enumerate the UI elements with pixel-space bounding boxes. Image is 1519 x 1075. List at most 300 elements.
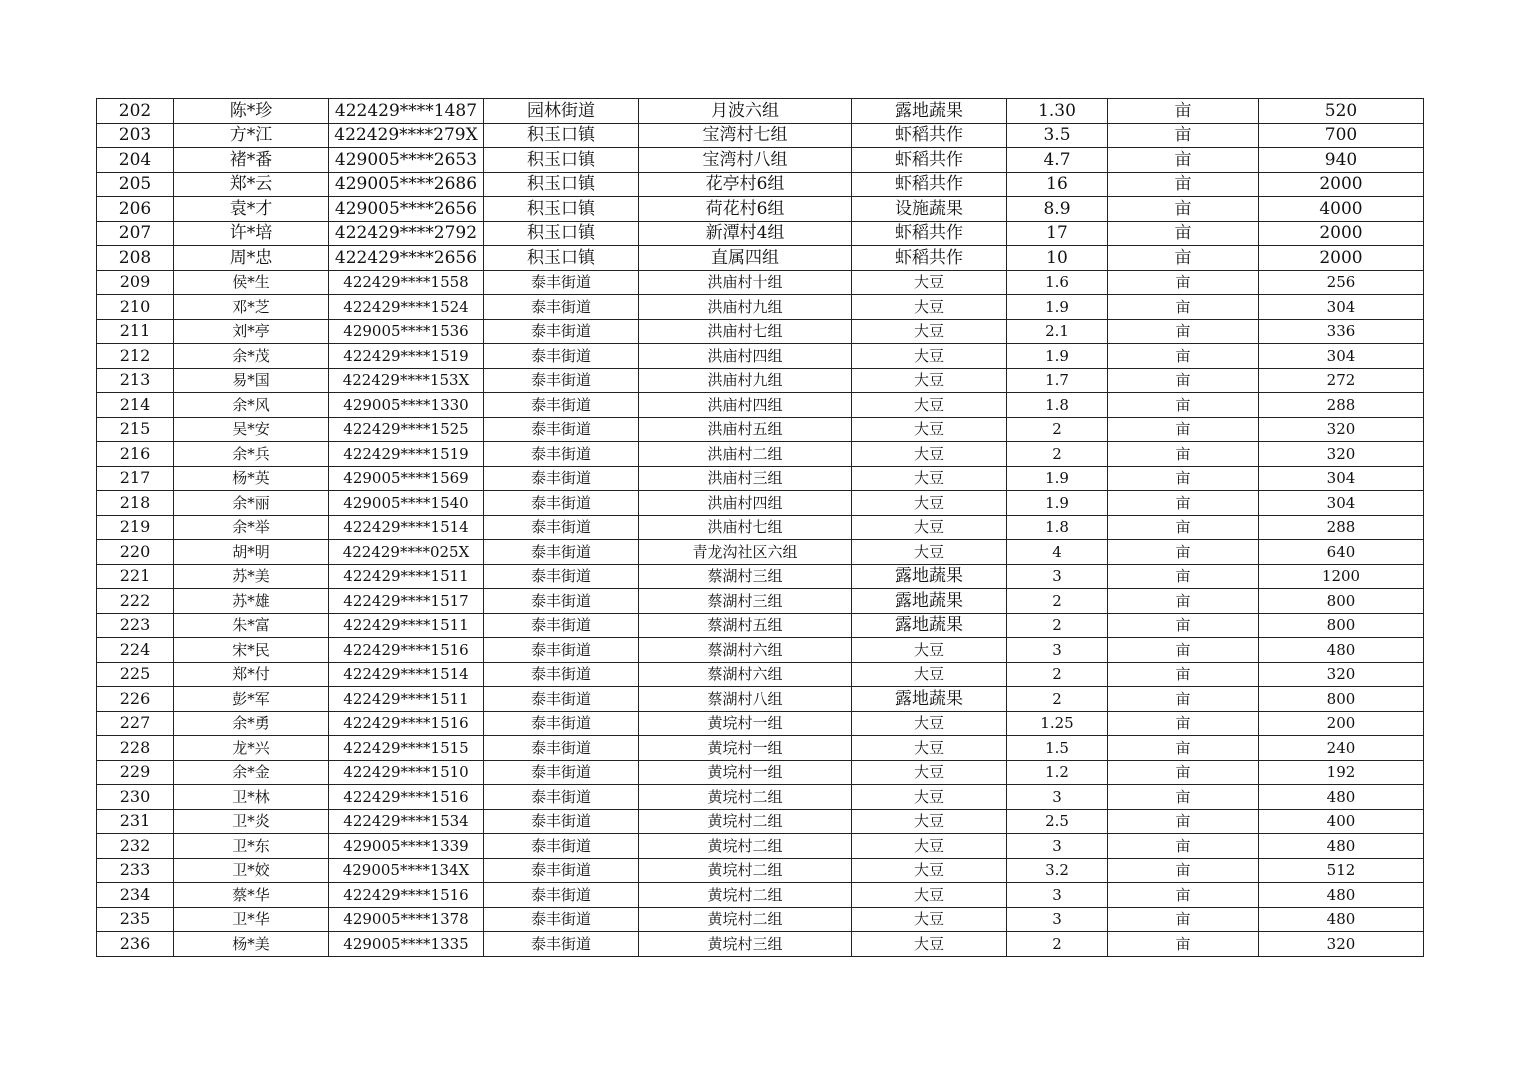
village-cell: 黄垸村二组 <box>639 883 852 908</box>
name-cell: 吴*安 <box>174 417 329 442</box>
unit-cell: 亩 <box>1108 515 1259 540</box>
town-cell: 积玉口镇 <box>484 148 639 173</box>
town-cell: 泰丰街道 <box>484 466 639 491</box>
row-number-cell: 222 <box>97 589 174 614</box>
amount-cell: 480 <box>1259 834 1424 859</box>
village-cell: 黄垸村一组 <box>639 760 852 785</box>
town-cell: 泰丰街道 <box>484 295 639 320</box>
unit-cell: 亩 <box>1108 172 1259 197</box>
town-cell: 积玉口镇 <box>484 246 639 271</box>
crop-cell: 大豆 <box>852 907 1007 932</box>
amount-cell: 304 <box>1259 344 1424 369</box>
town-cell: 泰丰街道 <box>484 393 639 418</box>
table-row <box>97 858 1424 883</box>
area-cell: 8.9 <box>1007 197 1108 222</box>
name-cell: 余*金 <box>174 760 329 785</box>
id-number-cell: 422429****025X <box>329 540 484 565</box>
table-row <box>97 148 1424 173</box>
table-row <box>97 760 1424 785</box>
area-cell: 1.7 <box>1007 368 1108 393</box>
amount-cell: 700 <box>1259 123 1424 148</box>
area-cell: 2 <box>1007 613 1108 638</box>
table-row <box>97 564 1424 589</box>
unit-cell: 亩 <box>1108 466 1259 491</box>
town-cell: 泰丰街道 <box>484 638 639 663</box>
name-cell: 卫*东 <box>174 834 329 859</box>
amount-cell: 800 <box>1259 589 1424 614</box>
village-cell: 蔡湖村三组 <box>639 564 852 589</box>
town-cell: 积玉口镇 <box>484 221 639 246</box>
village-cell: 洪庙村七组 <box>639 319 852 344</box>
name-cell: 卫*林 <box>174 785 329 810</box>
area-cell: 1.30 <box>1007 99 1108 124</box>
name-cell: 苏*雄 <box>174 589 329 614</box>
amount-cell: 940 <box>1259 148 1424 173</box>
crop-cell: 大豆 <box>852 515 1007 540</box>
amount-cell: 800 <box>1259 613 1424 638</box>
id-number-cell: 429005****1330 <box>329 393 484 418</box>
amount-cell: 2000 <box>1259 246 1424 271</box>
row-number-cell: 217 <box>97 466 174 491</box>
amount-cell: 800 <box>1259 687 1424 712</box>
village-cell: 花亭村6组 <box>639 172 852 197</box>
unit-cell: 亩 <box>1108 344 1259 369</box>
table-row <box>97 638 1424 663</box>
village-cell: 洪庙村四组 <box>639 344 852 369</box>
area-cell: 2 <box>1007 662 1108 687</box>
id-number-cell: 422429****2656 <box>329 246 484 271</box>
area-cell: 2 <box>1007 417 1108 442</box>
id-number-cell: 422429****1514 <box>329 662 484 687</box>
village-cell: 洪庙村三组 <box>639 466 852 491</box>
amount-cell: 320 <box>1259 442 1424 467</box>
area-cell: 1.2 <box>1007 760 1108 785</box>
area-cell: 1.25 <box>1007 711 1108 736</box>
id-number-cell: 422429****1514 <box>329 515 484 540</box>
amount-cell: 288 <box>1259 393 1424 418</box>
row-number-cell: 207 <box>97 221 174 246</box>
table-row <box>97 221 1424 246</box>
town-cell: 泰丰街道 <box>484 368 639 393</box>
amount-cell: 2000 <box>1259 221 1424 246</box>
crop-cell: 大豆 <box>852 393 1007 418</box>
row-number-cell: 223 <box>97 613 174 638</box>
unit-cell: 亩 <box>1108 246 1259 271</box>
crop-cell: 大豆 <box>852 270 1007 295</box>
id-number-cell: 422429****1516 <box>329 638 484 663</box>
unit-cell: 亩 <box>1108 809 1259 834</box>
village-cell: 黄垸村二组 <box>639 834 852 859</box>
name-cell: 余*兵 <box>174 442 329 467</box>
area-cell: 1.5 <box>1007 736 1108 761</box>
name-cell: 蔡*华 <box>174 883 329 908</box>
area-cell: 2 <box>1007 589 1108 614</box>
area-cell: 2.5 <box>1007 809 1108 834</box>
row-number-cell: 236 <box>97 932 174 957</box>
crop-cell: 露地蔬果 <box>852 613 1007 638</box>
amount-cell: 272 <box>1259 368 1424 393</box>
id-number-cell: 422429****1511 <box>329 613 484 638</box>
id-number-cell: 429005****2656 <box>329 197 484 222</box>
row-number-cell: 215 <box>97 417 174 442</box>
amount-cell: 480 <box>1259 883 1424 908</box>
town-cell: 泰丰街道 <box>484 785 639 810</box>
amount-cell: 288 <box>1259 515 1424 540</box>
amount-cell: 4000 <box>1259 197 1424 222</box>
area-cell: 1.9 <box>1007 344 1108 369</box>
table-row <box>97 736 1424 761</box>
village-cell: 新潭村4组 <box>639 221 852 246</box>
name-cell: 杨*英 <box>174 466 329 491</box>
area-cell: 3 <box>1007 834 1108 859</box>
name-cell: 卫*姣 <box>174 858 329 883</box>
village-cell: 蔡湖村六组 <box>639 638 852 663</box>
row-number-cell: 216 <box>97 442 174 467</box>
table-row <box>97 932 1424 957</box>
town-cell: 泰丰街道 <box>484 883 639 908</box>
row-number-cell: 230 <box>97 785 174 810</box>
unit-cell: 亩 <box>1108 393 1259 418</box>
row-number-cell: 206 <box>97 197 174 222</box>
id-number-cell: 429005****2686 <box>329 172 484 197</box>
unit-cell: 亩 <box>1108 540 1259 565</box>
amount-cell: 320 <box>1259 932 1424 957</box>
area-cell: 4 <box>1007 540 1108 565</box>
village-cell: 黄垸村二组 <box>639 907 852 932</box>
crop-cell: 大豆 <box>852 491 1007 516</box>
unit-cell: 亩 <box>1108 368 1259 393</box>
crop-cell: 虾稻共作 <box>852 221 1007 246</box>
village-cell: 蔡湖村八组 <box>639 687 852 712</box>
unit-cell: 亩 <box>1108 99 1259 124</box>
area-cell: 2 <box>1007 442 1108 467</box>
village-cell: 洪庙村五组 <box>639 417 852 442</box>
area-cell: 3 <box>1007 785 1108 810</box>
row-number-cell: 225 <box>97 662 174 687</box>
crop-cell: 虾稻共作 <box>852 246 1007 271</box>
unit-cell: 亩 <box>1108 613 1259 638</box>
row-number-cell: 220 <box>97 540 174 565</box>
id-number-cell: 429005****1569 <box>329 466 484 491</box>
crop-cell: 大豆 <box>852 809 1007 834</box>
name-cell: 邓*芝 <box>174 295 329 320</box>
area-cell: 3 <box>1007 638 1108 663</box>
name-cell: 褚*番 <box>174 148 329 173</box>
id-number-cell: 422429****279X <box>329 123 484 148</box>
village-cell: 蔡湖村三组 <box>639 589 852 614</box>
area-cell: 16 <box>1007 172 1108 197</box>
village-cell: 洪庙村十组 <box>639 270 852 295</box>
amount-cell: 480 <box>1259 638 1424 663</box>
amount-cell: 520 <box>1259 99 1424 124</box>
town-cell: 泰丰街道 <box>484 613 639 638</box>
row-number-cell: 235 <box>97 907 174 932</box>
crop-cell: 大豆 <box>852 932 1007 957</box>
village-cell: 洪庙村四组 <box>639 491 852 516</box>
amount-cell: 640 <box>1259 540 1424 565</box>
id-number-cell: 422429****1516 <box>329 711 484 736</box>
town-cell: 泰丰街道 <box>484 270 639 295</box>
row-number-cell: 219 <box>97 515 174 540</box>
unit-cell: 亩 <box>1108 295 1259 320</box>
row-number-cell: 203 <box>97 123 174 148</box>
area-cell: 3.5 <box>1007 123 1108 148</box>
row-number-cell: 214 <box>97 393 174 418</box>
table-row <box>97 515 1424 540</box>
table-row <box>97 270 1424 295</box>
name-cell: 刘*亭 <box>174 319 329 344</box>
unit-cell: 亩 <box>1108 760 1259 785</box>
table-row <box>97 809 1424 834</box>
name-cell: 袁*才 <box>174 197 329 222</box>
name-cell: 余*茂 <box>174 344 329 369</box>
unit-cell: 亩 <box>1108 319 1259 344</box>
id-number-cell: 422429****1519 <box>329 442 484 467</box>
row-number-cell: 227 <box>97 711 174 736</box>
id-number-cell: 429005****1378 <box>329 907 484 932</box>
area-cell: 1.8 <box>1007 515 1108 540</box>
unit-cell: 亩 <box>1108 589 1259 614</box>
table-row <box>97 393 1424 418</box>
id-number-cell: 422429****153X <box>329 368 484 393</box>
subsidy-table <box>96 98 1424 957</box>
crop-cell: 大豆 <box>852 711 1007 736</box>
id-number-cell: 422429****1517 <box>329 589 484 614</box>
village-cell: 直属四组 <box>639 246 852 271</box>
village-cell: 荷花村6组 <box>639 197 852 222</box>
unit-cell: 亩 <box>1108 834 1259 859</box>
table-row <box>97 540 1424 565</box>
unit-cell: 亩 <box>1108 491 1259 516</box>
amount-cell: 1200 <box>1259 564 1424 589</box>
area-cell: 1.9 <box>1007 295 1108 320</box>
row-number-cell: 209 <box>97 270 174 295</box>
village-cell: 洪庙村九组 <box>639 368 852 393</box>
crop-cell: 露地蔬果 <box>852 99 1007 124</box>
amount-cell: 512 <box>1259 858 1424 883</box>
table-body <box>97 99 1424 957</box>
row-number-cell: 210 <box>97 295 174 320</box>
town-cell: 积玉口镇 <box>484 197 639 222</box>
amount-cell: 320 <box>1259 417 1424 442</box>
id-number-cell: 422429****1516 <box>329 883 484 908</box>
town-cell: 泰丰街道 <box>484 589 639 614</box>
name-cell: 朱*富 <box>174 613 329 638</box>
village-cell: 蔡湖村五组 <box>639 613 852 638</box>
amount-cell: 320 <box>1259 662 1424 687</box>
town-cell: 泰丰街道 <box>484 417 639 442</box>
amount-cell: 304 <box>1259 295 1424 320</box>
table-row <box>97 613 1424 638</box>
table-row <box>97 466 1424 491</box>
town-cell: 泰丰街道 <box>484 515 639 540</box>
crop-cell: 大豆 <box>852 466 1007 491</box>
name-cell: 周*忠 <box>174 246 329 271</box>
name-cell: 侯*生 <box>174 270 329 295</box>
table-row <box>97 417 1424 442</box>
row-number-cell: 234 <box>97 883 174 908</box>
id-number-cell: 422429****1515 <box>329 736 484 761</box>
town-cell: 泰丰街道 <box>484 319 639 344</box>
id-number-cell: 422429****1558 <box>329 270 484 295</box>
village-cell: 洪庙村九组 <box>639 295 852 320</box>
unit-cell: 亩 <box>1108 417 1259 442</box>
row-number-cell: 224 <box>97 638 174 663</box>
table-row <box>97 883 1424 908</box>
name-cell: 龙*兴 <box>174 736 329 761</box>
area-cell: 1.9 <box>1007 466 1108 491</box>
name-cell: 陈*珍 <box>174 99 329 124</box>
row-number-cell: 218 <box>97 491 174 516</box>
row-number-cell: 229 <box>97 760 174 785</box>
table-row <box>97 687 1424 712</box>
id-number-cell: 422429****1516 <box>329 785 484 810</box>
row-number-cell: 213 <box>97 368 174 393</box>
crop-cell: 大豆 <box>852 344 1007 369</box>
crop-cell: 大豆 <box>852 858 1007 883</box>
unit-cell: 亩 <box>1108 638 1259 663</box>
crop-cell: 虾稻共作 <box>852 172 1007 197</box>
crop-cell: 大豆 <box>852 785 1007 810</box>
crop-cell: 大豆 <box>852 319 1007 344</box>
crop-cell: 大豆 <box>852 638 1007 663</box>
row-number-cell: 232 <box>97 834 174 859</box>
area-cell: 4.7 <box>1007 148 1108 173</box>
unit-cell: 亩 <box>1108 197 1259 222</box>
village-cell: 黄垸村一组 <box>639 736 852 761</box>
unit-cell: 亩 <box>1108 148 1259 173</box>
crop-cell: 虾稻共作 <box>852 123 1007 148</box>
town-cell: 泰丰街道 <box>484 491 639 516</box>
name-cell: 宋*民 <box>174 638 329 663</box>
name-cell: 杨*美 <box>174 932 329 957</box>
area-cell: 3 <box>1007 883 1108 908</box>
town-cell: 泰丰街道 <box>484 809 639 834</box>
unit-cell: 亩 <box>1108 932 1259 957</box>
amount-cell: 480 <box>1259 785 1424 810</box>
crop-cell: 大豆 <box>852 295 1007 320</box>
table-row <box>97 491 1424 516</box>
unit-cell: 亩 <box>1108 564 1259 589</box>
crop-cell: 设施蔬果 <box>852 197 1007 222</box>
town-cell: 泰丰街道 <box>484 687 639 712</box>
row-number-cell: 226 <box>97 687 174 712</box>
village-cell: 青龙沟社区六组 <box>639 540 852 565</box>
crop-cell: 大豆 <box>852 883 1007 908</box>
town-cell: 泰丰街道 <box>484 564 639 589</box>
village-cell: 月波六组 <box>639 99 852 124</box>
unit-cell: 亩 <box>1108 883 1259 908</box>
name-cell: 余*丽 <box>174 491 329 516</box>
unit-cell: 亩 <box>1108 662 1259 687</box>
amount-cell: 192 <box>1259 760 1424 785</box>
id-number-cell: 422429****1525 <box>329 417 484 442</box>
crop-cell: 大豆 <box>852 368 1007 393</box>
area-cell: 10 <box>1007 246 1108 271</box>
town-cell: 泰丰街道 <box>484 907 639 932</box>
town-cell: 泰丰街道 <box>484 932 639 957</box>
amount-cell: 480 <box>1259 907 1424 932</box>
name-cell: 许*培 <box>174 221 329 246</box>
table-row <box>97 368 1424 393</box>
town-cell: 泰丰街道 <box>484 858 639 883</box>
village-cell: 黄垸村二组 <box>639 809 852 834</box>
id-number-cell: 422429****2792 <box>329 221 484 246</box>
amount-cell: 2000 <box>1259 172 1424 197</box>
amount-cell: 400 <box>1259 809 1424 834</box>
name-cell: 方*江 <box>174 123 329 148</box>
unit-cell: 亩 <box>1108 442 1259 467</box>
row-number-cell: 212 <box>97 344 174 369</box>
town-cell: 泰丰街道 <box>484 540 639 565</box>
crop-cell: 露地蔬果 <box>852 589 1007 614</box>
village-cell: 宝湾村八组 <box>639 148 852 173</box>
area-cell: 3.2 <box>1007 858 1108 883</box>
unit-cell: 亩 <box>1108 123 1259 148</box>
table-row <box>97 711 1424 736</box>
town-cell: 园林街道 <box>484 99 639 124</box>
amount-cell: 304 <box>1259 466 1424 491</box>
unit-cell: 亩 <box>1108 736 1259 761</box>
table-row <box>97 589 1424 614</box>
village-cell: 黄垸村二组 <box>639 858 852 883</box>
name-cell: 苏*美 <box>174 564 329 589</box>
id-number-cell: 429005****1540 <box>329 491 484 516</box>
area-cell: 17 <box>1007 221 1108 246</box>
table-row <box>97 197 1424 222</box>
town-cell: 泰丰街道 <box>484 442 639 467</box>
town-cell: 泰丰街道 <box>484 662 639 687</box>
area-cell: 1.6 <box>1007 270 1108 295</box>
table-row <box>97 785 1424 810</box>
town-cell: 泰丰街道 <box>484 344 639 369</box>
table-row <box>97 442 1424 467</box>
id-number-cell: 422429****1487 <box>329 99 484 124</box>
id-number-cell: 429005****1536 <box>329 319 484 344</box>
id-number-cell: 422429****1511 <box>329 564 484 589</box>
table-row <box>97 295 1424 320</box>
village-cell: 洪庙村二组 <box>639 442 852 467</box>
crop-cell: 大豆 <box>852 540 1007 565</box>
unit-cell: 亩 <box>1108 907 1259 932</box>
village-cell: 黄垸村一组 <box>639 711 852 736</box>
table-row <box>97 662 1424 687</box>
id-number-cell: 422429****1519 <box>329 344 484 369</box>
id-number-cell: 422429****1524 <box>329 295 484 320</box>
area-cell: 2.1 <box>1007 319 1108 344</box>
name-cell: 余*风 <box>174 393 329 418</box>
unit-cell: 亩 <box>1108 711 1259 736</box>
table-row <box>97 172 1424 197</box>
town-cell: 泰丰街道 <box>484 834 639 859</box>
town-cell: 泰丰街道 <box>484 760 639 785</box>
unit-cell: 亩 <box>1108 221 1259 246</box>
row-number-cell: 221 <box>97 564 174 589</box>
town-cell: 泰丰街道 <box>484 711 639 736</box>
row-number-cell: 204 <box>97 148 174 173</box>
row-number-cell: 202 <box>97 99 174 124</box>
table-row <box>97 246 1424 271</box>
row-number-cell: 208 <box>97 246 174 271</box>
name-cell: 余*举 <box>174 515 329 540</box>
row-number-cell: 205 <box>97 172 174 197</box>
row-number-cell: 228 <box>97 736 174 761</box>
table-row <box>97 123 1424 148</box>
id-number-cell: 429005****1339 <box>329 834 484 859</box>
name-cell: 彭*军 <box>174 687 329 712</box>
id-number-cell: 429005****134X <box>329 858 484 883</box>
id-number-cell: 422429****1534 <box>329 809 484 834</box>
